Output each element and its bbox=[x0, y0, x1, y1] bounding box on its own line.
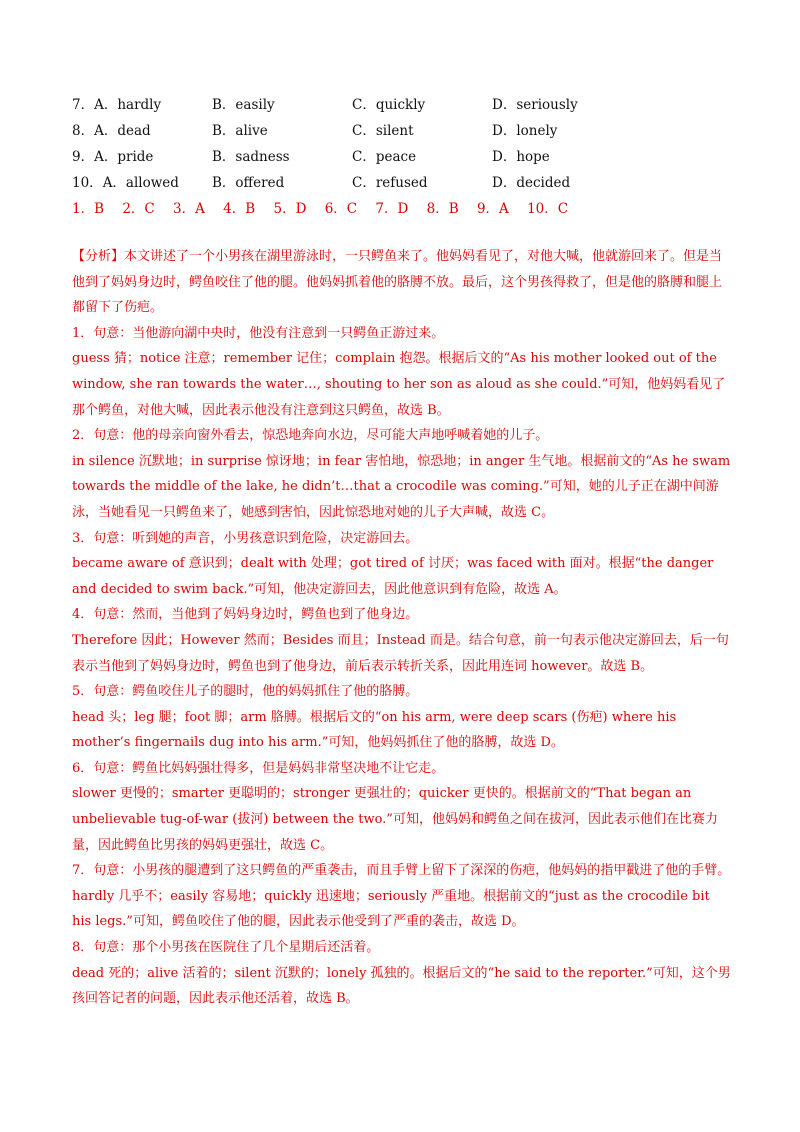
analysis-item-body: became aware of 意识到；dealt with 处理；got tired of 讨厌；was faced with 面对。根据“the danger and decided to swim back.”可知，他决定游回去，因此他意识到有危险，故选 A。 bbox=[72, 556, 714, 597]
option-d: D．hope bbox=[492, 149, 550, 165]
option-b: B．easily bbox=[212, 97, 275, 113]
option-d: D．seriously bbox=[492, 97, 578, 113]
answer-10: 10．C bbox=[527, 201, 569, 217]
analysis-item-title: 4．句意：然而，当他到了妈妈身边时，鳄鱼也到了他身边。 bbox=[72, 607, 419, 623]
analysis-item-body: slower 更慢的；smarter 更聪明的；stronger 更强壮的；quicker 更快的。根据前文的“That began an unbelievable tug-of-war (拔河) between the two.”可知，他妈妈和鳄鱼之间在拔河，因此表示他们在比赛力量，因此鳄鱼比男孩的妈妈更强壮，故选 C。 bbox=[72, 786, 718, 853]
option-a-text: A．pride bbox=[94, 149, 154, 165]
answer-7: 7．D bbox=[375, 201, 409, 217]
answer-8: 8．B bbox=[426, 201, 459, 217]
option-b: B．offered bbox=[212, 175, 285, 191]
analysis-item-title: 3．句意：听到她的声音，小男孩意识到危险，决定游回去。 bbox=[72, 530, 419, 546]
option-row-10 bbox=[72, 170, 732, 196]
option-row-7 bbox=[72, 92, 732, 118]
answer-9: 9．A bbox=[476, 201, 509, 217]
analysis-section bbox=[72, 244, 732, 1012]
question-number: 10． bbox=[72, 175, 103, 191]
option-row-8 bbox=[72, 118, 732, 144]
answer-6: 6．C bbox=[324, 201, 358, 217]
analysis-intro: 【分析】本文讲述了一个小男孩在湖里游泳时，一只鳄鱼来了。他妈妈看见了，对他大喊，他就游回来了。但是当他到了妈妈身边时，鳄鱼咬住了他的腿。他妈妈抓着他的胳膊不放。最后，这个男孩得救了，但是他的胳膊和腿上都留下了伤疤。 bbox=[72, 249, 723, 316]
analysis-item-body: guess 猜；notice 注意；remember 记住；complain 抱怨。根据后文的“As his mother looked out of the window, she ran towards the water…, shouting to her son as aloud as she could.”可知，他妈妈看见了那个鳄鱼，对他大喊，因此表示他没有注意到这只鳄鱼，故选 B。 bbox=[72, 351, 726, 418]
analysis-item-title: 8．句意：那个小男孩在医院住了几个星期后还活着。 bbox=[72, 940, 380, 956]
answer-3: 3．A bbox=[173, 201, 205, 217]
option-a bbox=[72, 92, 161, 118]
option-a bbox=[72, 118, 151, 144]
answer-key bbox=[72, 196, 732, 222]
option-a-text: A．dead bbox=[94, 123, 151, 139]
option-b: B．alive bbox=[212, 123, 268, 139]
option-d: D．decided bbox=[492, 175, 571, 191]
question-number: 8． bbox=[72, 123, 95, 139]
answer-1: 1．B bbox=[72, 201, 105, 217]
analysis-item-body: dead 死的；alive 活着的；silent 沉默的；lonely 孤独的。根据后文的“he said to the reporter.”可知，这个男孩回答记者的问题，因此表示他还活着，故选 B。 bbox=[72, 965, 731, 1007]
option-a-text: A．hardly bbox=[94, 97, 162, 113]
option-c: C．silent bbox=[352, 123, 414, 139]
option-c: C．refused bbox=[352, 175, 428, 191]
option-c: C．peace bbox=[352, 149, 417, 165]
answer-4: 4．B bbox=[223, 201, 256, 217]
analysis-item-body: head 头；leg 腿；foot 脚；arm 胳膊。根据后文的“on his arm, were deep scars (伤疤) where his mother’s fingernails dug into his arm.”可知，他妈妈抓住了他的胳膊，故选 D。 bbox=[72, 709, 677, 751]
option-a bbox=[72, 144, 153, 170]
question-number: 7． bbox=[72, 97, 95, 113]
answer-2: 2．C bbox=[122, 201, 155, 217]
option-d: D．lonely bbox=[492, 123, 558, 139]
analysis-item-body: in silence 沉默地；in surprise 惊讶地；in fear 害怕地，惊恐地；in anger 生气地。根据前文的“As he swam towards the middle of the lake, he didn’t…that a crocodile was coming.”可知，她的儿子正在湖中间游泳，当她看见一只鳄鱼来了，她感到害怕，因此惊恐地对她的儿子大声喊，故选 C。 bbox=[72, 453, 731, 520]
analysis-item-title: 1．句意：当他游向湖中央时，他没有注意到一只鳄鱼正游过来。 bbox=[72, 325, 445, 341]
analysis-item-title: 6．句意：鳄鱼比妈妈强壮得多，但是妈妈非常坚决地不让它走。 bbox=[72, 760, 445, 776]
option-row-9 bbox=[72, 144, 732, 170]
analysis-item-body: Therefore 因此；However 然而；Besides 而且；Instead 而是。结合句意，前一句表示他决定游回去，后一句表示当他到了妈妈身边时，鳄鱼也到了他身边，前后表示转折关系，因此用连词 however。故选 B。 bbox=[72, 632, 729, 674]
option-a bbox=[72, 170, 179, 196]
option-c: C．quickly bbox=[352, 97, 426, 113]
analysis-item-title: 7．句意：小男孩的腿遭到了这只鳄鱼的严重袭击，而且手臂上留下了深深的伤疤，他妈妈的指甲戳进了他的手臂。 bbox=[72, 863, 731, 879]
option-b: B．sadness bbox=[212, 149, 290, 165]
analysis-item-title: 2．句意：他的母亲向窗外看去，惊恐地奔向水边，尽可能大声地呼喊着她的儿子。 bbox=[72, 428, 549, 444]
analysis-item-body: hardly 几乎不；easily 容易地；quickly 迅速地；seriously 严重地。根据前文的“just as the crocodile bit his legs.”可知，鳄鱼咬住了他的腿，因此表示他受到了严重的袭击，故选 D。 bbox=[72, 888, 710, 930]
question-options bbox=[72, 92, 732, 196]
answer-5: 5．D bbox=[273, 201, 307, 217]
option-a-text: A．allowed bbox=[102, 175, 179, 191]
analysis-item-title: 5．句意：鳄鱼咬住儿子的腿时，他的妈妈抓住了他的胳膊。 bbox=[72, 684, 419, 700]
question-number: 9． bbox=[72, 149, 95, 165]
